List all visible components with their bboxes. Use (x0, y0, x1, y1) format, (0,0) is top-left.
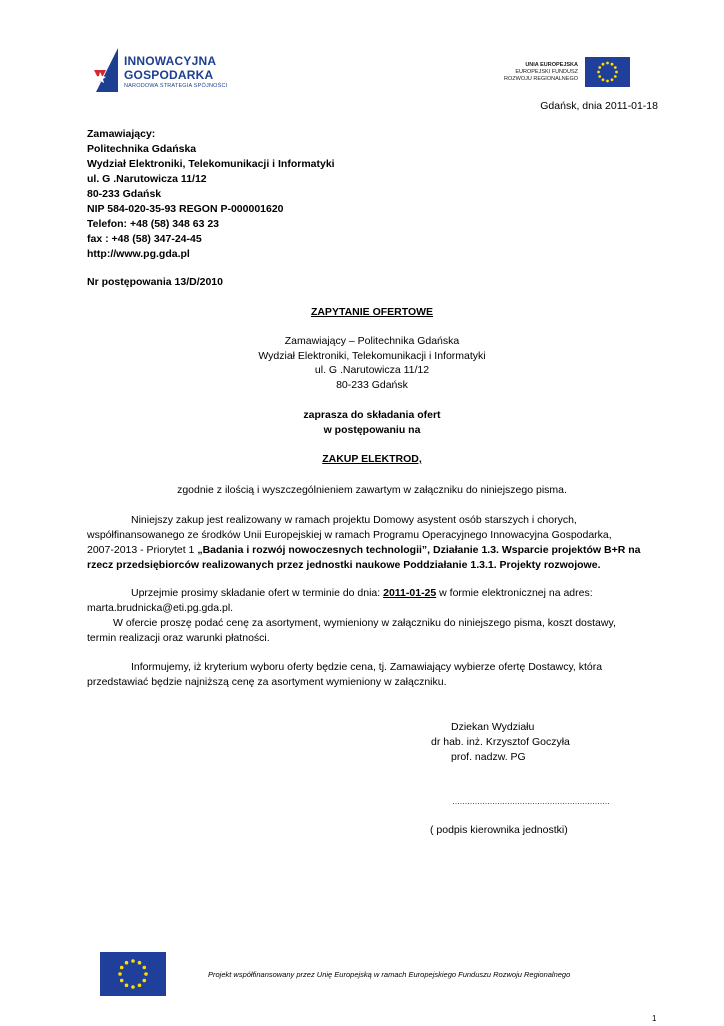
buyer-line: Telefon: +48 (58) 348 63 23 (87, 218, 219, 230)
place-date: Gdańsk, dnia 2011-01-18 (540, 100, 658, 112)
document-title: ZAPYTANIE OFERTOWE (310, 306, 434, 318)
buyer-line: NIP 584-020-35-93 REGON P-000001620 (87, 203, 284, 215)
buyer-line: ul. G .Narutowicza 11/12 (87, 173, 207, 185)
address-block (0, 334, 724, 392)
para1-line2: współfinansowanego ze środków Unii Europejskiej w ramach Programu Operacyjnego Innowacyjna Gospodarka, (87, 529, 612, 541)
para2-line1 (87, 586, 616, 601)
eu-label-line1: UNIA EUROPEJSKA (525, 62, 578, 68)
para3-line1: Informujemy, iż kryterium wyboru oferty będzie cena, tj. Zamawiający wybierze ofertę Dostawcy, która (131, 661, 603, 673)
para2-line1-a: Uprzejmie prosimy składanie ofert w terminie do dnia: (131, 587, 384, 599)
logo-line3: NARODOWA STRATEGIA SPÓJNOŚCI (124, 83, 228, 89)
para1-line1: Niniejszy zakup jest realizowany w ramach projektu Domowy asystent osób starszych i chorych, (131, 514, 577, 526)
para2-line3: W ofercie proszę podać cenę za asortyment, wymieniony w załączniku do niniejszego pisma, koszt dostawy, (113, 617, 616, 629)
address-line: ul. G .Narutowicza 11/12 (314, 364, 430, 376)
para2-line1-b: w formie elektronicznej na adres: (436, 587, 593, 599)
buyer-line: 80-233 Gdańsk (87, 188, 162, 200)
signature-line3: prof. nadzw. PG (451, 751, 526, 763)
buyer-line: Politechnika Gdańska (87, 143, 197, 155)
eu-flag-icon (585, 57, 630, 87)
subject: ZAKUP ELEKTROD, (322, 453, 422, 465)
eu-flag-footer-icon (100, 952, 166, 996)
paragraph-deadline (87, 586, 616, 646)
footer-text: Projekt współfinansowany przez Unię Europejską w ramach Europejskiego Funduszu Rozwoju Regionalnego (208, 970, 571, 979)
page-number: 1 (652, 1014, 657, 1023)
buyer-block (87, 127, 335, 262)
eu-label-line3: ROZWOJU REGIONALNEGO (504, 76, 578, 82)
para1-line3-a: 2007-2013 - Priorytet 1 (87, 544, 198, 556)
signature-line1: Dziekan Wydziału (451, 721, 535, 733)
innowacyjna-gospodarka-logo (92, 44, 242, 96)
para1-line4: rzecz przedsiębiorców realizowanych przez jednostki naukowe Poddziałanie 1.3.1. Projekty rozwojowe. (87, 559, 601, 571)
subject-note: zgodnie z ilością i wyszczególnieniem zawartym w załączniku do niniejszego pisma. (177, 484, 567, 496)
logo-line2: GOSPODARKA (124, 68, 214, 82)
signature-line2: dr hab. inż. Krzysztof Goczyła (431, 736, 570, 748)
invite-line: zaprasza do składania ofert (303, 409, 441, 421)
paragraph-criteria (87, 660, 602, 690)
logo-emblem-icon (92, 46, 122, 94)
buyer-line: http://www.pg.gda.pl (87, 248, 190, 260)
eu-label-line2: EUROPEJSKI FUNDUSZ (515, 69, 578, 75)
para1-line3 (87, 543, 640, 558)
para2-line4: termin realizacji oraz warunki płatności. (87, 632, 270, 644)
paragraph-project (87, 513, 640, 573)
invite-line: w postępowaniu na (323, 424, 421, 436)
buyer-line: Wydział Elektroniki, Telekomunikacji i Informatyki (87, 158, 335, 170)
invite-block (0, 408, 724, 438)
buyer-line: fax : +48 (58) 347-24-45 (87, 233, 202, 245)
deadline-date: 2011-01-25 (383, 587, 437, 599)
address-line: Wydział Elektroniki, Telekomunikacji i Informatyki (258, 349, 486, 362)
address-line: Zamawiający – Politechnika Gdańska (284, 335, 460, 347)
buyer-label: Zamawiający: (87, 128, 156, 140)
case-number: Nr postępowania 13/D/2010 (87, 276, 223, 288)
para1-line3-b: „Badania i rozwój nowoczesnych technologii”, Działanie 1.3. Wsparcie projektów B+R na (197, 544, 641, 556)
signature-caption: ( podpis kierownika jednostki) (430, 824, 568, 836)
address-line: 80-233 Gdańsk (336, 378, 408, 391)
para3-line2: przedstawiać będzie najniższą cenę za asortyment wymieniony w załączniku. (87, 676, 447, 688)
eu-fund-label (480, 62, 578, 83)
logo-line1: INNOWACYJNA (124, 54, 217, 68)
contact-email: marta.brudnicka@eti.pg.gda.pl. (87, 602, 234, 614)
signature-dots: ……………………………………………………… (452, 797, 610, 806)
